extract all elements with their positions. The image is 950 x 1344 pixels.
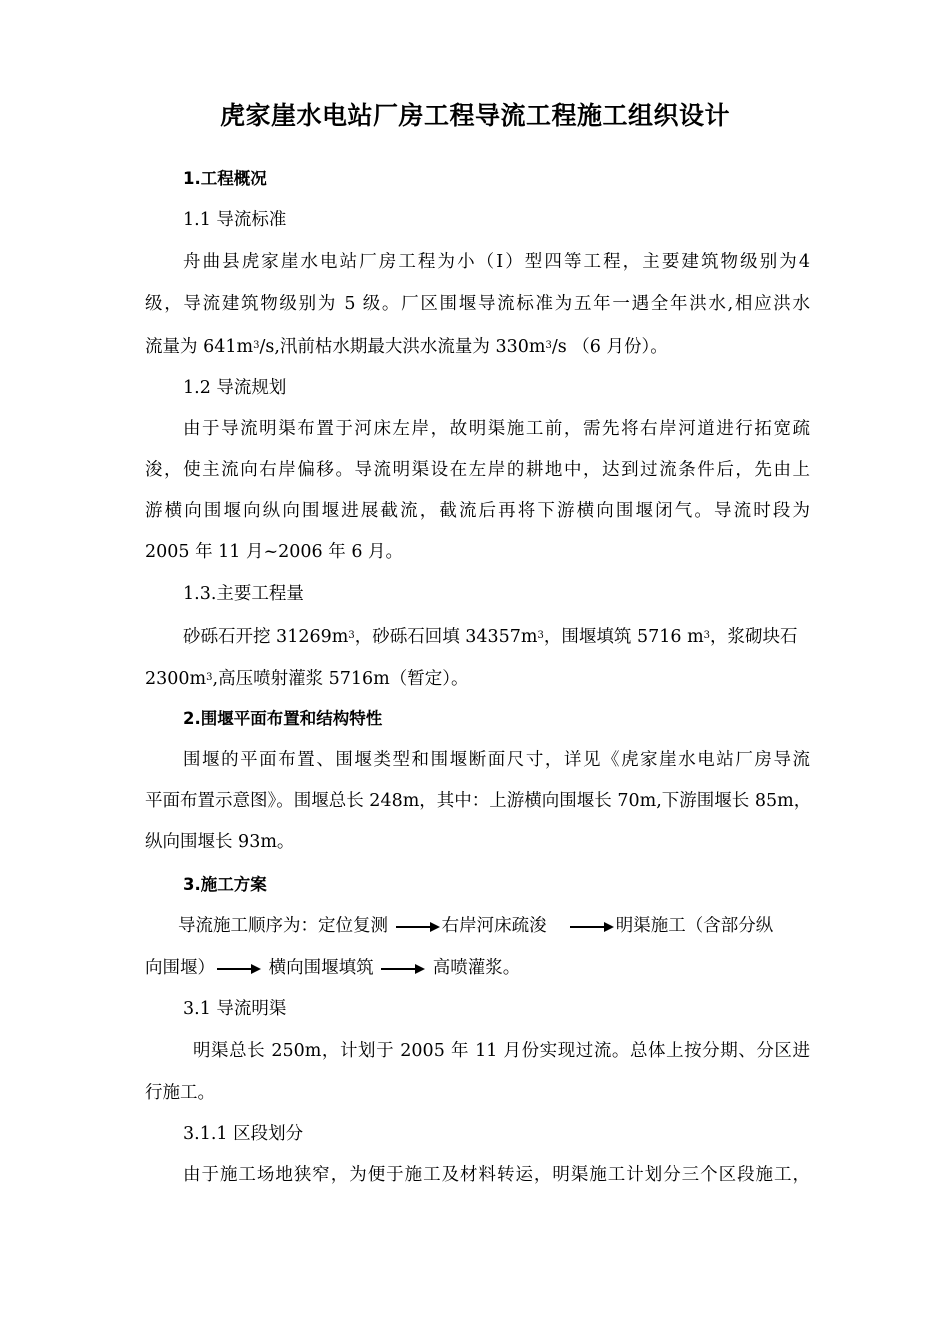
right-arrow-icon [570, 921, 614, 933]
paragraph-line: 由于施工场地狭窄，为便于施工及材料转运，明渠施工计划分三个区段施工， [183, 1165, 810, 1185]
superscript: 3 [537, 630, 544, 641]
text-run: 流量为 641m [145, 337, 254, 357]
paragraph-line: 级，导流建筑物级别为 5 级。厂区围堰导流标准为五年一遇全年洪水,相应洪水 [145, 294, 810, 314]
text-run: ,高压喷射灌浆 5716m（暂定）。 [212, 669, 469, 689]
right-arrow-icon [396, 921, 440, 933]
text-run: ，围堰填筑 5716 m [543, 627, 704, 647]
flow-step: 高喷灌浆。 [432, 958, 521, 978]
subsection-heading-1-2: 1.2 导流规划 [183, 378, 287, 398]
paragraph-line: 平面布置示意图》。围堰总长 248m，其中：上游横向围堰长 70m,下游围堰长 85m， [145, 791, 812, 811]
right-arrow-icon [217, 963, 261, 975]
text-run: /s （6 月份）。 [551, 337, 668, 357]
paragraph-line: 纵向围堰长 93m。 [145, 832, 295, 852]
superscript: 3 [253, 340, 260, 351]
flow-step: 右岸河床疏浚 [441, 916, 547, 936]
text-run: ，浆砌块石 [710, 627, 798, 647]
flow-step: 明渠施工（含部分纵 [615, 916, 774, 936]
text-run: 砂砾石开挖 31269m [183, 627, 349, 647]
paragraph-line: 由于导流明渠布置于河床左岸，故明渠施工前，需先将右岸河道进行拓宽疏 [183, 419, 810, 439]
subsection-heading-3-1: 3.1 导流明渠 [183, 999, 287, 1019]
flow-step: 横向围堰填筑 [268, 958, 374, 978]
paragraph-line: 明渠总长 250m，计划于 2005 年 11 月份实现过流。总体上按分期、分区进 [193, 1041, 810, 1061]
superscript: 3 [703, 630, 711, 641]
paragraph-line: 浚，使主流向右岸偏移。导流明渠设在左岸的耕地中，达到过流条件后，先由上 [145, 460, 810, 480]
flow-step: 导流施工顺序为：定位复测 [178, 916, 388, 936]
section-heading-1: 1.工程概况 [183, 169, 267, 188]
section-heading-2: 2.围堰平面布置和结构特性 [183, 709, 383, 728]
paragraph-line: 行施工。 [145, 1083, 215, 1103]
subsection-heading-1-1: 1.1 导流标准 [183, 210, 287, 230]
subsection-heading-1-3: 1.3.主要工程量 [183, 584, 304, 604]
superscript: 3 [206, 672, 213, 683]
paragraph-line: 2005 年 11 月~2006 年 6 月。 [145, 542, 404, 562]
superscript: 3 [545, 340, 552, 351]
section-heading-3: 3.施工方案 [183, 875, 267, 894]
document-title: 虎家崖水电站厂房工程导流工程施工组织设计 [219, 101, 730, 130]
paragraph-line [145, 666, 469, 691]
paragraph-line: 围堰的平面布置、围堰类型和围堰断面尺寸，详见《虎家崖水电站厂房导流 [183, 750, 810, 770]
paragraph-line: 舟曲县虎家崖水电站厂房工程为小（Ⅰ）型四等工程，主要建筑物级别为4 [183, 252, 810, 272]
subsection-heading-3-1-1: 3.1.1 区段划分 [183, 1124, 304, 1144]
flow-step: 向围堰） [145, 958, 215, 978]
flow-sequence-line [178, 914, 773, 938]
flow-sequence-line [145, 956, 520, 980]
paragraph-line [183, 624, 798, 649]
right-arrow-icon [381, 963, 425, 975]
paragraph-line: 游横向围堰向纵向围堰进展截流，截流后再将下游横向围堰闭气。导流时段为 [145, 501, 810, 521]
paragraph-line [145, 334, 668, 359]
text-run: 2300m [145, 669, 207, 689]
superscript: 3 [348, 630, 355, 641]
text-run: /s,汛前枯水期最大洪水流量为 330m [259, 337, 546, 357]
text-run: ，砂砾石回填 34357m [354, 627, 538, 647]
